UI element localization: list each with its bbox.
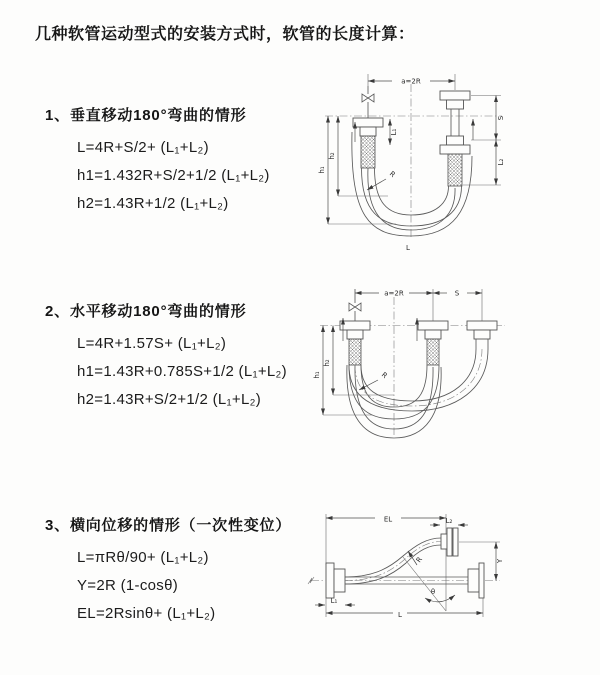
dim-label-r: R — [414, 555, 425, 565]
dimension-h2 — [328, 116, 388, 196]
dim-label-s: S — [497, 115, 505, 121]
dimension-a-2r — [368, 74, 455, 90]
braided-hose-section — [427, 339, 439, 365]
braided-hose-section — [349, 339, 361, 365]
section-1-formula-L: L=4R+S/2+ (L₁+L₂) — [77, 139, 209, 156]
diagram-horizontal-180-bend — [300, 283, 512, 447]
dimension-a-2r — [355, 289, 482, 321]
radius-leader — [367, 170, 397, 190]
centerlines — [320, 297, 505, 435]
dim-label-h2: h₂ — [323, 359, 331, 367]
dimension-l1 — [390, 119, 398, 145]
right-flange-assembly — [468, 563, 484, 598]
page-title: 几种软管运动型式的安装方式时，软管的长度计算： — [35, 26, 415, 43]
section-3-formula-EL: EL=2Rsinθ+ (L₁+L₂) — [77, 605, 216, 622]
radius-leader — [408, 551, 424, 565]
section-1-formula-h2: h2=1.43R+1/2 (L₁+L₂) — [77, 195, 229, 212]
dimension-l1 — [315, 597, 355, 605]
section-2-heading: 2、水平移动180°弯曲的情形 — [45, 303, 247, 320]
section-1 — [45, 104, 270, 218]
section-2 — [45, 300, 287, 414]
left-flange-assembly — [326, 563, 345, 598]
dim-label-y: Y — [496, 558, 504, 564]
dim-label-a2r: a=2R — [384, 289, 404, 298]
dimension-el — [326, 514, 446, 611]
right-flange-assembly — [440, 91, 470, 186]
dim-label-theta: θ — [430, 588, 436, 596]
dimension-s — [471, 96, 505, 141]
section-2-formula-L: L=4R+1.57S+ (L₁+L₂) — [77, 335, 227, 352]
dim-label-l2: L₂ — [497, 158, 505, 166]
section-2-formula-h2: h2=1.43R+S/2+1/2 (L₁+L₂) — [77, 391, 262, 408]
upper-flange-assembly — [441, 528, 458, 556]
dim-label-l2: L₂ — [445, 517, 453, 525]
diagram-vertical-180-bend — [300, 66, 512, 260]
dim-label-a2r: a=2R — [401, 77, 421, 86]
dim-label-l: L — [406, 244, 410, 252]
middle-flange-assembly — [418, 321, 448, 365]
dimension-h1 — [318, 116, 396, 224]
section-1-heading: 1、垂直移动180°弯曲的情形 — [45, 107, 247, 124]
valve-icon — [349, 289, 361, 321]
dim-label-h2: h₂ — [328, 152, 336, 160]
u-bend-hose-curves-moved — [349, 349, 488, 411]
dim-label-l: L — [398, 611, 402, 619]
dimension-s — [433, 290, 482, 298]
dimension-l — [326, 598, 483, 619]
left-flange-assembly — [353, 118, 383, 168]
diagram-lateral-displacement — [303, 503, 505, 637]
dim-label-h1: h₁ — [313, 371, 321, 379]
dim-label-h1: h₁ — [318, 166, 326, 174]
dim-label-l1: L₁ — [390, 128, 398, 136]
dim-label-el: EL — [383, 515, 393, 524]
section-2-formula-h1: h1=1.43R+0.785S+1/2 (L₁+L₂) — [77, 363, 287, 380]
dim-label-l1: L₁ — [330, 597, 338, 605]
right-flange-assembly — [467, 321, 497, 349]
dim-label-r: R — [379, 370, 389, 381]
braided-hose-section — [448, 154, 462, 186]
section-1-formula-h1: h1=1.432R+S/2+1/2 (L₁+L₂) — [77, 167, 270, 184]
section-3-formula-Y: Y=2R (1-cosθ) — [77, 577, 179, 594]
dim-label-r: R — [387, 169, 397, 180]
dim-label-s: S — [454, 289, 460, 298]
section-3-formula-L: L=πRθ/90+ (L₁+L₂) — [77, 549, 209, 566]
section-3-heading: 3、横向位移的情形（一次性变位） — [45, 517, 292, 534]
braided-hose-section — [361, 136, 375, 168]
section-3 — [45, 514, 291, 628]
left-flange-assembly — [340, 321, 370, 365]
valve-icon — [362, 86, 374, 118]
